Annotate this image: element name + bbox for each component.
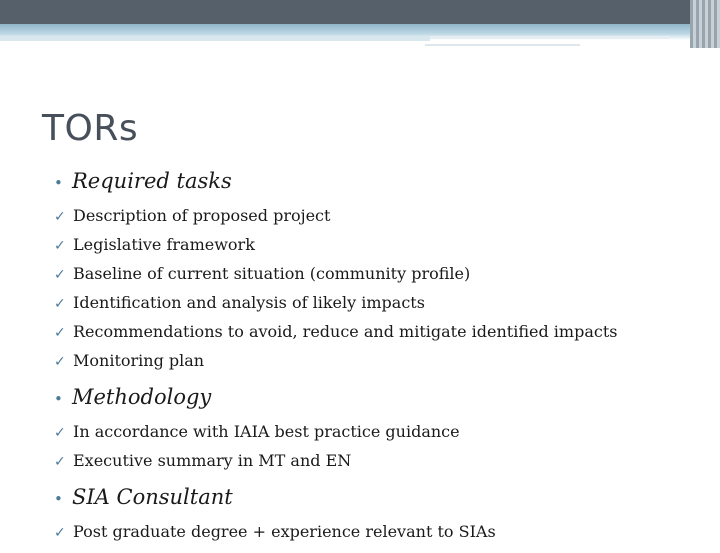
section-heading xyxy=(54,166,704,198)
section-items xyxy=(54,518,704,547)
list-item-text: Baseline of current situation (community profile) xyxy=(73,264,471,283)
header-band-light-right xyxy=(430,36,670,39)
section-items xyxy=(54,418,704,476)
list-item-text: Legislative framework xyxy=(73,235,255,254)
list-item-text: Recommendations to avoid, reduce and mitigate identified impacts xyxy=(73,322,618,341)
header-band-dark xyxy=(0,0,720,24)
check-icon: ✓ xyxy=(54,209,66,225)
header-band-light-left xyxy=(0,36,430,41)
check-icon: ✓ xyxy=(54,325,66,341)
list-item xyxy=(54,447,704,476)
list-item xyxy=(54,418,704,447)
check-icon: ✓ xyxy=(54,238,66,254)
check-icon: ✓ xyxy=(54,354,66,370)
list-item-text: Identification and analysis of likely impacts xyxy=(73,293,425,312)
section-items xyxy=(54,202,704,376)
section-sia-consultant xyxy=(54,482,704,547)
list-item xyxy=(54,318,704,347)
list-item-text: In accordance with IAIA best practice guidance xyxy=(73,422,460,441)
check-icon: ✓ xyxy=(54,296,66,312)
list-item-text: Monitoring plan xyxy=(73,351,205,370)
check-icon: ✓ xyxy=(54,525,66,541)
list-item xyxy=(54,202,704,231)
list-item xyxy=(54,289,704,318)
section-required-tasks xyxy=(54,166,704,376)
section-methodology xyxy=(54,382,704,476)
check-icon: ✓ xyxy=(54,425,66,441)
list-item-text: Post graduate degree + experience relevant to SIAs xyxy=(73,522,496,541)
section-heading xyxy=(54,482,704,514)
list-item xyxy=(54,347,704,376)
section-heading xyxy=(54,382,704,414)
bullet-icon: • xyxy=(54,390,63,408)
check-icon: ✓ xyxy=(54,454,66,470)
bullet-icon: • xyxy=(54,490,63,508)
list-item xyxy=(54,260,704,289)
header-band-line xyxy=(425,44,580,46)
section-heading-text: Required tasks xyxy=(72,169,232,193)
bullet-icon: • xyxy=(54,174,63,192)
slide-body xyxy=(54,166,704,553)
list-item-text: Executive summary in MT and EN xyxy=(73,451,352,470)
check-icon: ✓ xyxy=(54,267,66,283)
list-item xyxy=(54,231,704,260)
section-heading-text: Methodology xyxy=(72,385,212,409)
section-heading-text: SIA Consultant xyxy=(72,485,233,509)
list-item-text: Description of proposed project xyxy=(73,206,331,225)
list-item xyxy=(54,518,704,547)
header-band-stripes xyxy=(690,0,720,48)
slide-title: TORs xyxy=(42,108,139,149)
